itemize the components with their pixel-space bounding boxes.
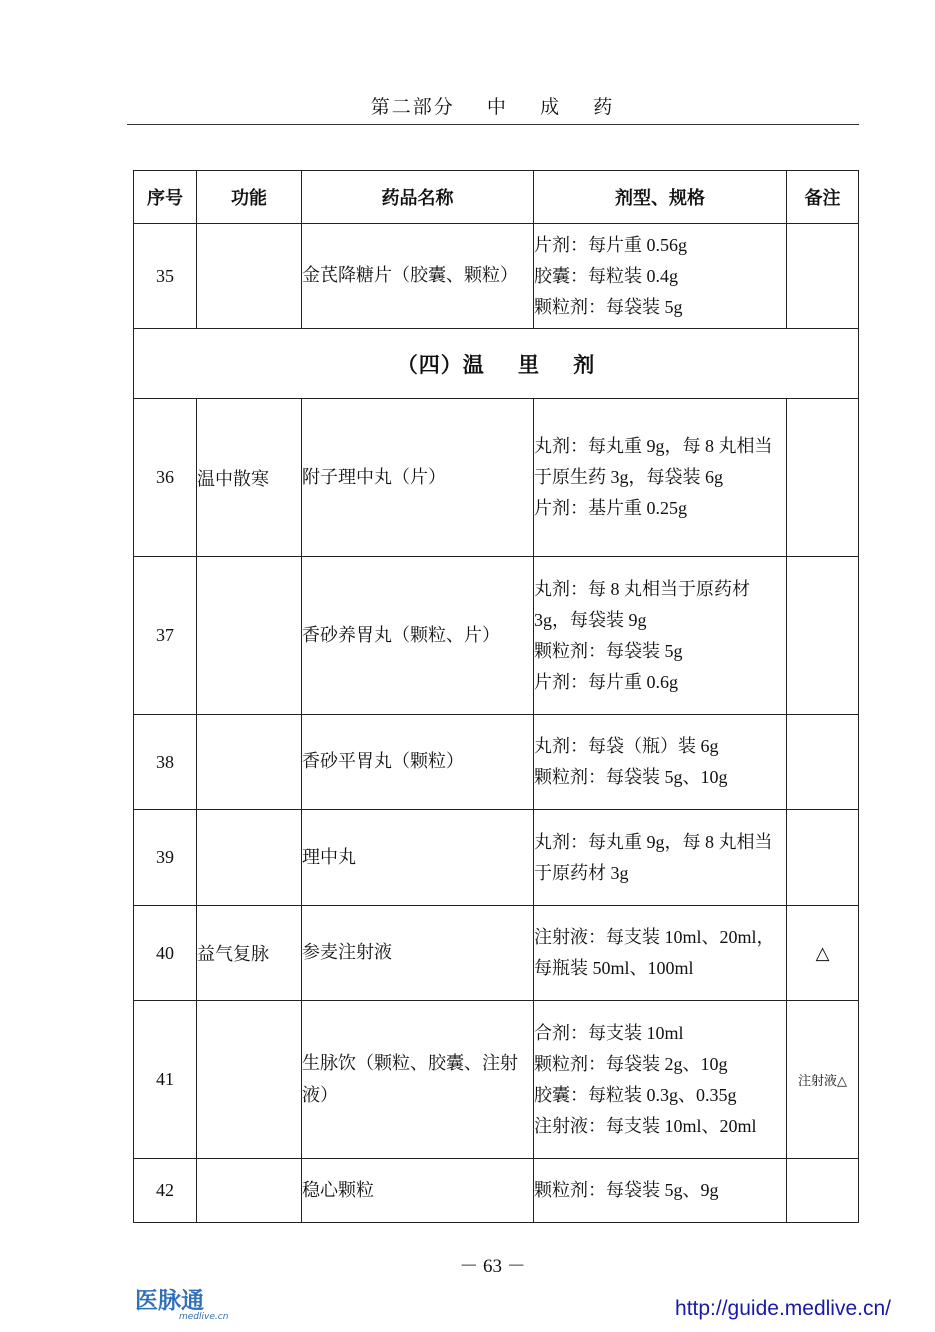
row-function [197, 715, 302, 810]
row-function [197, 1159, 302, 1223]
spec-line: 颗粒剂：每袋装 5g、9g [534, 1180, 719, 1200]
page-header-title: 第二部分 中 成 药 [370, 96, 615, 118]
row-num: 35 [134, 224, 197, 329]
spec-line: 颗粒剂：每袋装 5g [534, 640, 683, 661]
table-row [134, 399, 859, 557]
row-spec [534, 557, 787, 715]
row-drug-name: 附子理中丸（片） [302, 399, 534, 557]
row-drug-name: 香砂平胃丸（颗粒） [302, 715, 534, 810]
row-function: 益气复脉 [197, 906, 302, 1001]
spec-line: 片剂：每片重 0.56g [534, 234, 687, 255]
row-drug-name: 生脉饮（颗粒、胶囊、注射液） [302, 1001, 534, 1159]
logo-text: 医脉通 [135, 1288, 204, 1314]
row-drug-name: 稳心颗粒 [302, 1159, 534, 1223]
row-note [787, 1159, 859, 1223]
table-row [134, 810, 859, 906]
row-spec [534, 906, 787, 1001]
row-num: 40 [134, 906, 197, 1001]
spec-line: 注射液：每支装 10ml、20ml，每瓶装 50ml、100ml [534, 927, 775, 978]
row-spec [534, 810, 787, 906]
col-header-function: 功能 [197, 171, 302, 224]
row-note [787, 557, 859, 715]
spec-line: 丸剂：每丸重 9g，每 8 丸相当于原生药 3g，每袋装 6g [534, 436, 773, 487]
col-header-note: 备注 [787, 171, 859, 224]
row-num: 41 [134, 1001, 197, 1159]
spec-line: 胶囊：每粒装 0.4g [534, 265, 678, 286]
row-function [197, 557, 302, 715]
row-drug-name: 金芪降糖片（胶囊、颗粒） [302, 224, 534, 329]
row-note [787, 715, 859, 810]
row-note: 注射液△ [787, 1001, 859, 1159]
row-note: △ [787, 906, 859, 1001]
spec-line: 颗粒剂：每袋装 5g、10g [534, 767, 728, 787]
row-drug-name: 参麦注射液 [302, 906, 534, 1001]
section-row [134, 329, 859, 399]
row-function [197, 1001, 302, 1159]
row-function [197, 810, 302, 906]
row-num: 42 [134, 1159, 197, 1223]
row-function: 温中散寒 [197, 399, 302, 557]
logo-subtext: medlive.cn [179, 1312, 229, 1322]
col-header-num: 序号 [134, 171, 197, 224]
col-header-spec: 剂型、规格 [534, 171, 787, 224]
row-drug-name: 理中丸 [302, 810, 534, 906]
row-function [197, 224, 302, 329]
section-title: （四）温 里 剂 [134, 329, 859, 399]
spec-line: 丸剂：每袋（瓶）装 6g [534, 736, 719, 756]
table-header-row [134, 171, 859, 224]
row-note [787, 810, 859, 906]
row-note [787, 224, 859, 329]
spec-line: 颗粒剂：每袋装 2g、10g [534, 1053, 728, 1074]
spec-line: 胶囊：每粒装 0.3g、0.35g [534, 1084, 737, 1105]
row-num: 36 [134, 399, 197, 557]
spec-line: 丸剂：每 8 丸相当于原药材 3g，每袋装 9g [534, 578, 750, 630]
spec-line: 颗粒剂：每袋装 5g [534, 296, 683, 317]
drug-table [133, 170, 859, 1223]
row-spec [534, 715, 787, 810]
table-row [134, 1001, 859, 1159]
table-row [134, 1159, 859, 1223]
row-spec [534, 1159, 787, 1223]
table-row [134, 224, 859, 329]
footer-url[interactable]: http://guide.medlive.cn/ [675, 1297, 891, 1320]
spec-line: 片剂：每片重 0.6g [534, 671, 678, 692]
spec-line: 合剂：每支装 10ml [534, 1022, 684, 1043]
table-row [134, 715, 859, 810]
spec-line: 丸剂：每丸重 9g，每 8 丸相当于原药材 3g [534, 831, 773, 883]
page-number: － 63 － [459, 1256, 526, 1277]
header-rule [127, 124, 859, 125]
col-header-name: 药品名称 [302, 171, 534, 224]
row-num: 37 [134, 557, 197, 715]
table-row [134, 557, 859, 715]
row-num: 38 [134, 715, 197, 810]
row-drug-name: 香砂养胃丸（颗粒、片） [302, 557, 534, 715]
row-spec [534, 224, 787, 329]
spec-line: 注射液：每支装 10ml、20ml [534, 1115, 757, 1136]
spec-line: 片剂：基片重 0.25g [534, 498, 687, 518]
row-num: 39 [134, 810, 197, 906]
row-spec [534, 399, 787, 557]
row-spec [534, 1001, 787, 1159]
medlive-logo [133, 1282, 243, 1322]
row-note [787, 399, 859, 557]
table-row [134, 906, 859, 1001]
